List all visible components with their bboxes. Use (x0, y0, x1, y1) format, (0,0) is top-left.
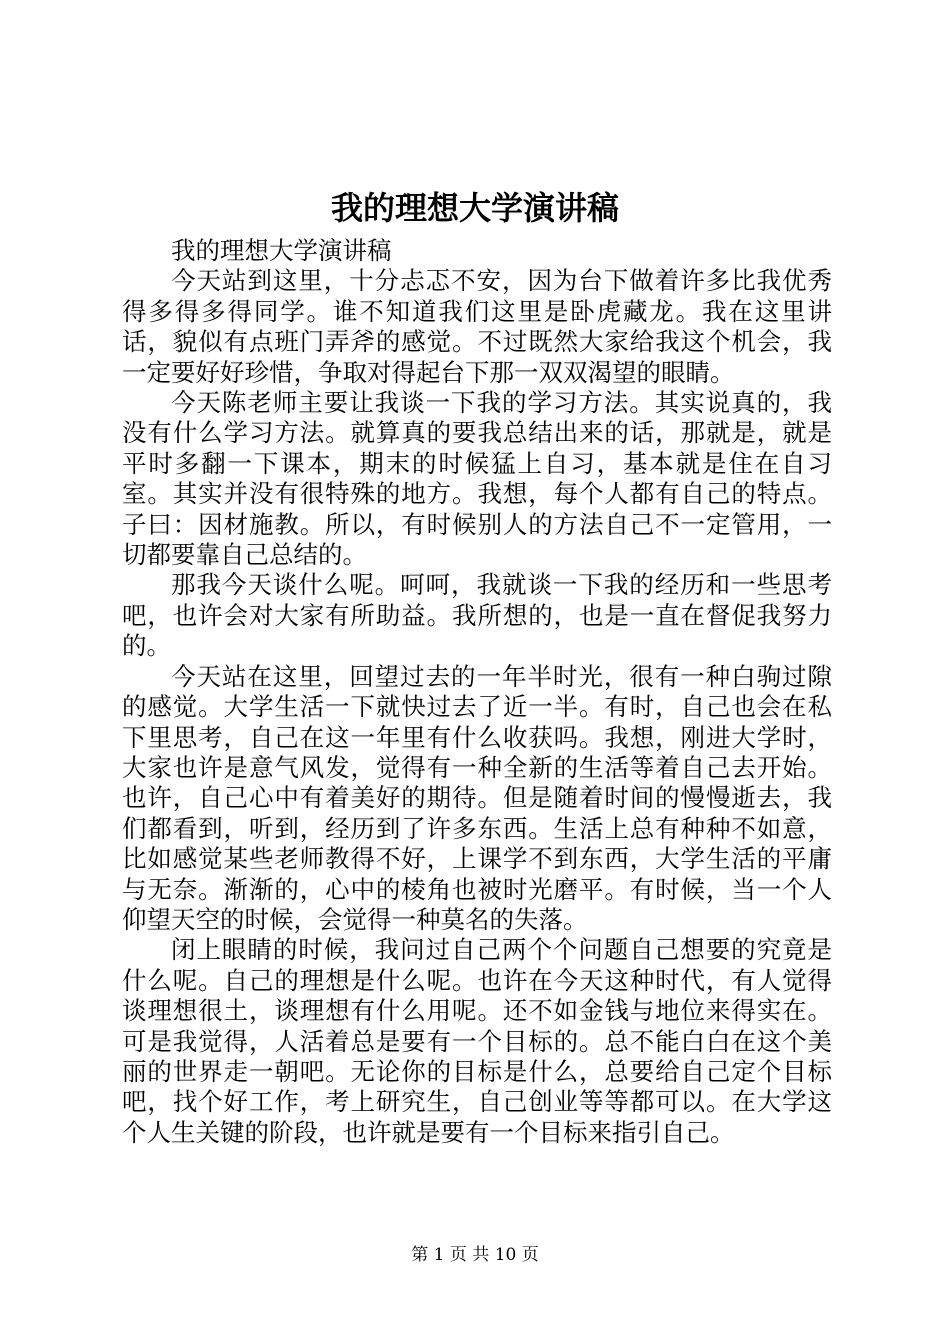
paragraph: 那我今天谈什么呢。呵呵，我就谈一下我的经历和一些思考吧，也许会对大家有所助益。我所想的，也是一直在督促我努力的。 (122, 570, 832, 661)
paragraph: 今天站到这里，十分忐忑不安，因为台下做着许多比我优秀得多得多得同学。谁不知道我们这里是卧虎藏龙。我在这里讲话，貌似有点班门弄斧的感觉。不过既然大家给我这个机会，我一定要好好珍惜，争取对得起台下那一双双渴望的眼睛。 (122, 266, 832, 387)
paragraph-heading: 我的理想大学演讲稿 (171, 236, 392, 265)
paragraph: 闭上眼睛的时候，我问过自己两个个问题自己想要的究竟是什么呢。自己的理想是什么呢。也许在今天这种时代，有人觉得谈理想很土，谈理想有什么用呢。还不如金钱与地位来得实在。可是我觉得，人活着总是要有一个目标的。总不能白白在这个美丽的世界走一朝吧。无论你的目标是什么，总要给自己定个目标吧，找个好工作，考上研究生，自己创业等等都可以。在大学这个人生关键的阶段，也许就是要有一个目标来指引自己。 (122, 935, 832, 1147)
paragraph: 今天陈老师主要让我谈一下我的学习方法。其实说真的，我没有什么学习方法。就算真的要我总结出来的话，那就是，就是平时多翻一下课本，期末的时候猛上自习，基本就是住在自习室。其实并没有很特殊的地方。我想，每个人都有自己的特点。子曰：因材施教。所以，有时候别人的方法自己不一定管用，一切都要靠自己总结的。 (122, 388, 832, 570)
page-footer: 第 1 页 共 10 页 (411, 1245, 539, 1265)
page-title: 我的理想大学演讲稿 (330, 189, 619, 227)
paragraph: 今天站在这里，回望过去的一年半时光，很有一种白驹过隙的感觉。大学生活一下就快过去了近一半。有时，自己也会在私下里思考，自己在这一年里有什么收获吗。我想，刚进大学时，大家也许是意气风发，觉得有一种全新的生活等着自己去开始。也许，自己心中有着美好的期待。但是随着时间的慢慢逝去，我们都看到，听到，经历到了许多东西。生活上总有种种不如意，比如感觉某些老师教得不好，上课学不到东西，大学生活的平庸与无奈。渐渐的，心中的棱角也被时光磨平。有时候，当一个人仰望天空的时候，会觉得一种莫名的失落。 (122, 661, 832, 934)
document-body (122, 236, 832, 1148)
